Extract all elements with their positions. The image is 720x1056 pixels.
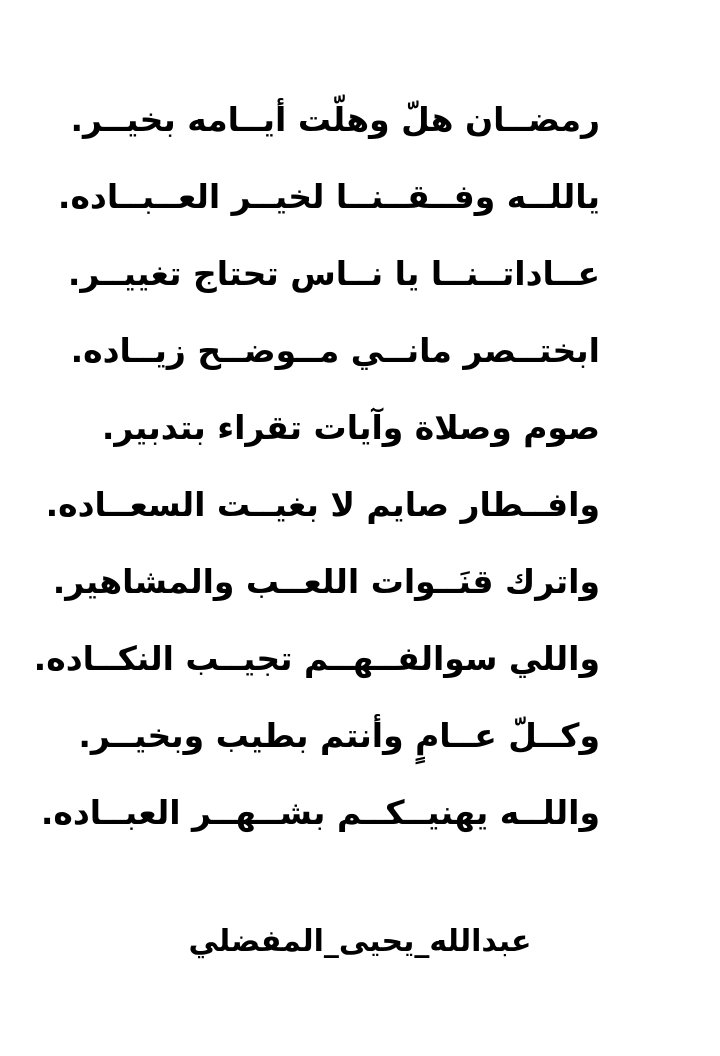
verse-line: واللــه يهنيــكــم بشــهــر العبــاده. bbox=[40, 793, 600, 832]
verse-line: ياللــه وفــقــنــا لخيــر العــبــاده. bbox=[57, 177, 600, 216]
verse-line: واللي سوالفــهــم تجيــب النكــاده. bbox=[33, 639, 600, 678]
verse-line: عــاداتــنــا يا نــاس تحتاج تغييــر. bbox=[67, 254, 600, 293]
verse-line: واترك قنَــوات اللعــب والمشاهير. bbox=[52, 562, 600, 601]
verse-line: صوم وصلاة وآيات تقراء بتدبير. bbox=[101, 408, 600, 447]
verse-line: ابختــصر مانــي مــوضــح زيــاده. bbox=[70, 331, 600, 370]
verse-line: وافــطار صايم لا بغيــت السعــاده. bbox=[45, 485, 600, 524]
poem-verses bbox=[33, 88, 600, 858]
verse-line: وكــلّ عــامٍ وأنتم بطيب وبخيــر. bbox=[78, 716, 600, 755]
verse-line: رمضــان هلّ وهلّت أيــامه بخيــر. bbox=[70, 100, 600, 139]
author-signature: عبدالله_يحيى_المفضلي bbox=[188, 924, 532, 959]
